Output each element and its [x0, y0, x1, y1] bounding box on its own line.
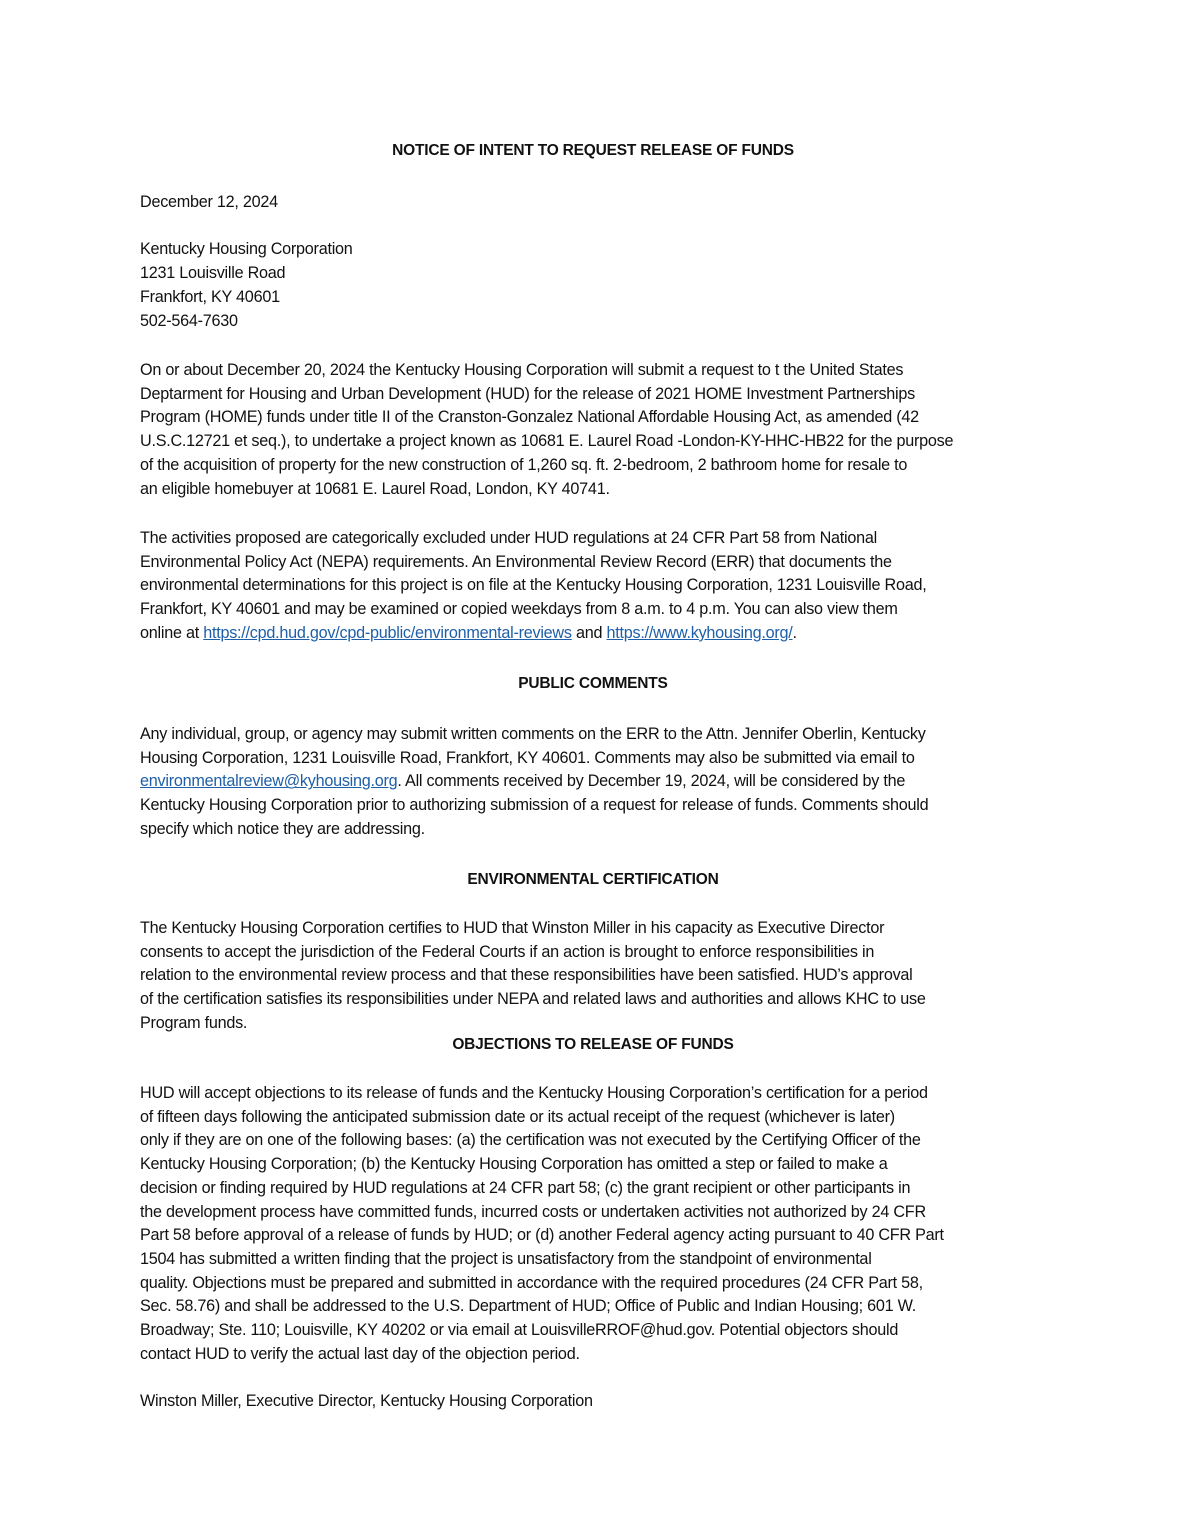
paragraph-line: Frankfort, KY 40601 and may be examined or copied weekdays from 8 a.m. to 4 p.m. You can also view them: [140, 600, 898, 619]
environmental-review-email-link[interactable]: environmentalreview@kyhousing.org: [140, 772, 398, 791]
paragraph-line: U.S.C.12721 et seq.), to undertake a project known as 10681 E. Laurel Road -London-KY-HHC-HB22 for the purpose: [140, 432, 954, 451]
address-street: 1231 Louisville Road: [140, 264, 286, 282]
paragraph-line: 1504 has submitted a written finding that the project is unsatisfactory from the standpoint of environmental: [140, 1249, 872, 1268]
paragraph-line: consents to accept the jurisdiction of the Federal Courts if an action is brought to enforce responsibilities in: [140, 942, 875, 961]
address-phone: 502-564-7630: [140, 312, 238, 330]
paragraph-line: decision or finding required by HUD regulations at 24 CFR part 58; (c) the grant recipient or other participants in: [140, 1178, 911, 1197]
text-fragment: .: [792, 623, 797, 642]
paragraph-line: Broadway; Ste. 110; Louisville, KY 40202 or via email at LouisvilleRROF@hud.gov. Potential objectors should: [140, 1321, 899, 1340]
paragraph-line: Part 58 before approval of a release of funds by HUD; or (d) another Federal agency acting pursuant to 40 CFR Part: [140, 1226, 944, 1245]
address-city: Frankfort, KY 40601: [140, 288, 280, 306]
paragraph-line: environmental determinations for this project is on file at the Kentucky Housing Corporation, 1231 Louisville Road,: [140, 576, 927, 595]
objections-paragraph: [140, 1082, 1050, 1366]
paragraph-line: Kentucky Housing Corporation; (b) the Kentucky Housing Corporation has omitted a step or failed to make a: [140, 1155, 888, 1174]
paragraph-line: The Kentucky Housing Corporation certifies to HUD that Winston Miller in his capacity as Executive Director: [140, 919, 885, 937]
paragraph-line: Program (HOME) funds under title II of the Cranston-Gonzalez National Affordable Housing Act, as amended (42: [140, 408, 919, 427]
kyhousing-link[interactable]: https://www.kyhousing.org/: [606, 623, 793, 642]
document-title: NOTICE OF INTENT TO REQUEST RELEASE OF FUNDS: [392, 142, 794, 159]
public-comments-paragraph: [140, 723, 1050, 842]
paragraph-line: HUD will accept objections to its release of funds and the Kentucky Housing Corporation’s certification for a period: [140, 1084, 928, 1102]
paragraph-line: contact HUD to verify the actual last day of the objection period.: [140, 1344, 580, 1363]
text-fragment: . All comments received by December 19, 2024, will be considered by the: [397, 772, 906, 791]
paragraph-line: relation to the environmental review process and that these responsibilities have been satisfied. HUD’s approval: [140, 966, 913, 985]
paragraph-line: Any individual, group, or agency may submit written comments on the ERR to the Attn. Jennifer Oberlin, Kentucky: [140, 725, 926, 743]
exclusion-paragraph: [140, 527, 1050, 646]
public-comments-heading: PUBLIC COMMENTS: [518, 675, 668, 692]
paragraph-line: of fifteen days following the anticipated submission date or its actual receipt of the request (whichever is later): [140, 1107, 895, 1126]
text-fragment: and: [571, 623, 607, 642]
address-org: Kentucky Housing Corporation: [140, 240, 353, 258]
paragraph-line: [140, 622, 1050, 646]
paragraph-line: Sec. 58.76) and shall be addressed to the U.S. Department of HUD; Office of Public and Indian Housing; 601 W.: [140, 1297, 916, 1316]
paragraph-line: Deptarment for Housing and Urban Development (HUD) for the release of 2021 HOME Investment Partnerships: [140, 384, 916, 403]
paragraph-line: quality. Objections must be prepared and submitted in accordance with the required procedures (24 CFR Part 58,: [140, 1273, 923, 1292]
address-block: [140, 237, 353, 333]
paragraph-line: On or about December 20, 2024 the Kentucky Housing Corporation will submit a request to t the United States: [140, 361, 904, 379]
paragraph-line: the development process have committed funds, incurred costs or undertaken activities not authorized by 24 CFR: [140, 1202, 926, 1221]
paragraph-line: only if they are on one of the following bases: (a) the certification was not executed by the Certifying Officer of the: [140, 1131, 921, 1150]
objections-heading: OBJECTIONS TO RELEASE OF FUNDS: [452, 1036, 734, 1053]
environmental-certification-heading: ENVIRONMENTAL CERTIFICATION: [467, 871, 719, 888]
paragraph-line: of the certification satisfies its responsibilities under NEPA and related laws and authorities and allows KHC to use: [140, 990, 926, 1009]
paragraph-line: specify which notice they are addressing.: [140, 819, 425, 838]
text-fragment: online at: [140, 623, 204, 642]
paragraph-line: The activities proposed are categorically excluded under HUD regulations at 24 CFR Part 58 from National: [140, 529, 877, 547]
paragraph-line: Housing Corporation, 1231 Louisville Road, Frankfort, KY 40601. Comments may also be submitted via email to: [140, 748, 915, 767]
paragraph-line: an eligible homebuyer at 10681 E. Laurel Road, London, KY 40741.: [140, 479, 610, 498]
paragraph-line: Program funds.: [140, 1013, 248, 1032]
paragraph-line: of the acquisition of property for the new construction of 1,260 sq. ft. 2-bedroom, 2 bathroom home for resale to: [140, 455, 908, 474]
hud-environmental-reviews-link[interactable]: https://cpd.hud.gov/cpd-public/environmental-reviews: [203, 623, 572, 642]
signature-line: Winston Miller, Executive Director, Kentucky Housing Corporation: [140, 1392, 593, 1410]
paragraph-line: Environmental Policy Act (NEPA) requirements. An Environmental Review Record (ERR) that documents the: [140, 552, 892, 571]
paragraph-line: [140, 770, 1050, 794]
paragraph-line: Kentucky Housing Corporation prior to authorizing submission of a request for release of funds. Comments should: [140, 796, 929, 815]
certification-paragraph: [140, 917, 1050, 1036]
notice-date: December 12, 2024: [140, 193, 278, 211]
intro-paragraph: [140, 359, 1050, 501]
